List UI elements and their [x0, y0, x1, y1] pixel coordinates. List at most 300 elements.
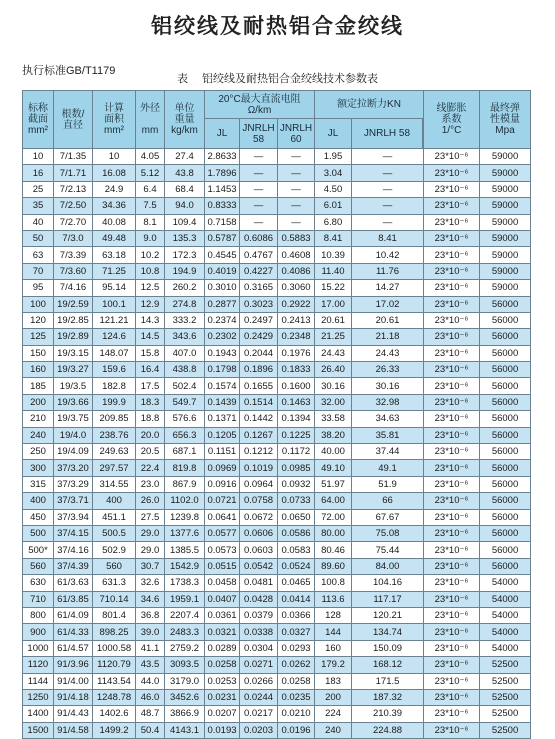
cell-unit-weight: 3866.9: [165, 706, 205, 722]
cell-break-jl: 33.58: [315, 411, 352, 427]
cell-strands-diameter: 61/3.85: [54, 591, 93, 607]
cell-break-jnrlh58: 37.44: [352, 444, 424, 460]
cell-break-jl: 89.60: [315, 558, 352, 574]
cell-break-jnrlh58: 120.21: [352, 607, 424, 623]
cell-res-jnrlh60: —: [278, 149, 315, 165]
cell-res-jnrlh60: 0.0586: [278, 525, 315, 541]
table-row: [23, 214, 531, 230]
cell-calc-area: 100.1: [93, 296, 136, 312]
cell-break-jnrlh58: 117.17: [352, 591, 424, 607]
cell-unit-weight: 194.9: [165, 263, 205, 279]
cell-modulus: 56000: [480, 411, 531, 427]
cell-unit-weight: 94.0: [165, 198, 205, 214]
cell-res-jnrlh58: 0.0244: [240, 689, 278, 705]
cell-calc-area: 49.48: [93, 230, 136, 246]
cell-res-jnrlh60: —: [278, 198, 315, 214]
cell-break-jnrlh58: 134.74: [352, 624, 424, 640]
cell-break-jnrlh58: 34.63: [352, 411, 424, 427]
cell-res-jnrlh58: 0.1514: [240, 394, 278, 410]
table-row: [23, 640, 531, 656]
cell-unit-weight: 2483.3: [165, 624, 205, 640]
cell-unit-weight: 502.4: [165, 378, 205, 394]
spec-table: [22, 90, 531, 739]
cell-res-jnrlh58: 0.2429: [240, 329, 278, 345]
cell-res-jnrlh60: 0.0235: [278, 689, 315, 705]
cell-break-jnrlh58: 32.98: [352, 394, 424, 410]
cell-nominal-section: 200: [23, 394, 54, 410]
cell-res-jnrlh60: 0.0414: [278, 591, 315, 607]
cell-break-jnrlh58: 10.42: [352, 247, 424, 263]
cell-unit-weight: 819.8: [165, 460, 205, 476]
table-row: [23, 444, 531, 460]
cell-calc-area: 1143.54: [93, 673, 136, 689]
cell-modulus: 52500: [480, 657, 531, 673]
table-row: [23, 280, 531, 296]
cell-calc-area: 249.63: [93, 444, 136, 460]
table-row: [23, 198, 531, 214]
cell-modulus: 56000: [480, 444, 531, 460]
cell-unit-weight: 172.3: [165, 247, 205, 263]
cell-calc-area: 95.14: [93, 280, 136, 296]
cell-calc-area: 451.1: [93, 509, 136, 525]
cell-nominal-section: 185: [23, 378, 54, 394]
cell-outer-diameter: 15.8: [136, 345, 165, 361]
cell-expansion: 23*10⁻⁶: [424, 706, 480, 722]
cell-strands-diameter: 91/4.00: [54, 673, 93, 689]
cell-outer-diameter: 48.7: [136, 706, 165, 722]
cell-break-jl: 1.95: [315, 149, 352, 165]
cell-expansion: 23*10⁻⁶: [424, 411, 480, 427]
cell-res-jnrlh60: 0.0196: [278, 722, 315, 738]
table-row: [23, 493, 531, 509]
cell-expansion: 23*10⁻⁶: [424, 198, 480, 214]
cell-res-jl: 0.0193: [205, 722, 240, 738]
cell-unit-weight: 109.4: [165, 214, 205, 230]
cell-nominal-section: 95: [23, 280, 54, 296]
cell-unit-weight: 407.0: [165, 345, 205, 361]
cell-res-jnrlh60: 0.1600: [278, 378, 315, 394]
cell-expansion: 23*10⁻⁶: [424, 607, 480, 623]
cell-expansion: 23*10⁻⁶: [424, 722, 480, 738]
cell-outer-diameter: 7.5: [136, 198, 165, 214]
cell-res-jl: 0.0573: [205, 542, 240, 558]
cell-outer-diameter: 8.1: [136, 214, 165, 230]
cell-nominal-section: 10: [23, 149, 54, 165]
cell-nominal-section: 400: [23, 493, 54, 509]
cell-expansion: 23*10⁻⁶: [424, 640, 480, 656]
cell-nominal-section: 315: [23, 476, 54, 492]
cell-calc-area: 24.9: [93, 181, 136, 197]
cell-break-jl: 179.2: [315, 657, 352, 673]
cell-res-jnrlh60: 0.0465: [278, 575, 315, 591]
cell-calc-area: 1120.79: [93, 657, 136, 673]
cell-res-jnrlh60: 0.1976: [278, 345, 315, 361]
header-modulus: 最终弹 性模量 Mpa: [480, 91, 531, 149]
cell-strands-diameter: 61/4.57: [54, 640, 93, 656]
cell-break-jnrlh58: 17.02: [352, 296, 424, 312]
table-row: [23, 624, 531, 640]
cell-break-jl: 32.00: [315, 394, 352, 410]
cell-break-jnrlh58: 51.9: [352, 476, 424, 492]
table-row: [23, 230, 531, 246]
cell-modulus: 56000: [480, 542, 531, 558]
cell-res-jnrlh60: 0.2413: [278, 312, 315, 328]
cell-calc-area: 238.76: [93, 427, 136, 443]
cell-unit-weight: 260.2: [165, 280, 205, 296]
cell-res-jnrlh60: 0.1172: [278, 444, 315, 460]
cell-strands-diameter: 91/4.18: [54, 689, 93, 705]
table-row: [23, 509, 531, 525]
cell-unit-weight: 2207.4: [165, 607, 205, 623]
cell-res-jnrlh60: 0.2922: [278, 296, 315, 312]
table-row: [23, 149, 531, 165]
cell-res-jnrlh58: 0.2497: [240, 312, 278, 328]
cell-break-jnrlh58: 26.33: [352, 362, 424, 378]
cell-break-jl: 20.61: [315, 312, 352, 328]
cell-res-jnrlh60: 0.0258: [278, 673, 315, 689]
cell-res-jnrlh60: 0.5883: [278, 230, 315, 246]
table-row: [23, 181, 531, 197]
cell-calc-area: 314.55: [93, 476, 136, 492]
caption-text: 铝绞线及耐热铝合金绞线技术参数表: [202, 73, 378, 85]
cell-expansion: 23*10⁻⁶: [424, 624, 480, 640]
cell-expansion: 23*10⁻⁶: [424, 296, 480, 312]
cell-nominal-section: 630: [23, 575, 54, 591]
cell-res-jnrlh58: 0.0606: [240, 525, 278, 541]
cell-outer-diameter: 5.12: [136, 165, 165, 181]
table-row: [23, 165, 531, 181]
cell-res-jnrlh58: 0.2044: [240, 345, 278, 361]
table-row: [23, 525, 531, 541]
cell-res-jnrlh60: 0.0327: [278, 624, 315, 640]
cell-strands-diameter: 19/4.0: [54, 427, 93, 443]
cell-expansion: 23*10⁻⁶: [424, 280, 480, 296]
table-row: [23, 362, 531, 378]
cell-nominal-section: 1120: [23, 657, 54, 673]
cell-strands-diameter: 19/3.27: [54, 362, 93, 378]
cell-expansion: 23*10⁻⁶: [424, 345, 480, 361]
cell-calc-area: 121.21: [93, 312, 136, 328]
header-break-jnrlh60: [423, 119, 424, 149]
cell-outer-diameter: 12.9: [136, 296, 165, 312]
cell-calc-area: 710.14: [93, 591, 136, 607]
cell-outer-diameter: 32.6: [136, 575, 165, 591]
cell-break-jnrlh58: —: [352, 181, 424, 197]
table-row: [23, 575, 531, 591]
cell-strands-diameter: 37/3.71: [54, 493, 93, 509]
cell-expansion: 23*10⁻⁶: [424, 476, 480, 492]
cell-break-jl: 51.97: [315, 476, 352, 492]
cell-res-jnrlh58: 0.4767: [240, 247, 278, 263]
cell-strands-diameter: 61/4.33: [54, 624, 93, 640]
cell-res-jl: 1.7896: [205, 165, 240, 181]
cell-res-jnrlh60: 0.1833: [278, 362, 315, 378]
cell-modulus: 56000: [480, 460, 531, 476]
cell-break-jl: 113.6: [315, 591, 352, 607]
cell-break-jnrlh58: 224.88: [352, 722, 424, 738]
cell-strands-diameter: 7/1.35: [54, 149, 93, 165]
cell-unit-weight: 1959.1: [165, 591, 205, 607]
cell-calc-area: 199.9: [93, 394, 136, 410]
cell-strands-diameter: 37/4.39: [54, 558, 93, 574]
cell-strands-diameter: 37/3.20: [54, 460, 93, 476]
cell-calc-area: 124.6: [93, 329, 136, 345]
cell-res-jl: 0.0289: [205, 640, 240, 656]
cell-outer-diameter: 4.05: [136, 149, 165, 165]
cell-expansion: 23*10⁻⁶: [424, 591, 480, 607]
cell-modulus: 59000: [480, 280, 531, 296]
cell-modulus: 56000: [480, 345, 531, 361]
cell-expansion: 23*10⁻⁶: [424, 673, 480, 689]
cell-unit-weight: 656.3: [165, 427, 205, 443]
cell-break-jl: 30.16: [315, 378, 352, 394]
cell-res-jl: 0.0258: [205, 657, 240, 673]
cell-nominal-section: 1500: [23, 722, 54, 738]
cell-expansion: 23*10⁻⁶: [424, 509, 480, 525]
cell-expansion: 23*10⁻⁶: [424, 362, 480, 378]
cell-break-jl: 183: [315, 673, 352, 689]
cell-strands-diameter: 19/3.75: [54, 411, 93, 427]
cell-strands-diameter: 19/3.15: [54, 345, 93, 361]
cell-nominal-section: 50: [23, 230, 54, 246]
cell-res-jnrlh58: —: [240, 198, 278, 214]
cell-strands-diameter: 19/3.5: [54, 378, 93, 394]
cell-break-jl: 8.41: [315, 230, 352, 246]
cell-break-jnrlh58: 84.00: [352, 558, 424, 574]
cell-outer-diameter: 50.4: [136, 722, 165, 738]
cell-nominal-section: 16: [23, 165, 54, 181]
cell-res-jl: 0.0721: [205, 493, 240, 509]
cell-calc-area: 1000.58: [93, 640, 136, 656]
cell-nominal-section: 63: [23, 247, 54, 263]
cell-expansion: 23*10⁻⁶: [424, 214, 480, 230]
cell-res-jl: 0.1574: [205, 378, 240, 394]
cell-unit-weight: 4143.1: [165, 722, 205, 738]
cell-modulus: 59000: [480, 198, 531, 214]
cell-res-jnrlh58: 0.6086: [240, 230, 278, 246]
cell-unit-weight: 135.3: [165, 230, 205, 246]
cell-res-jnrlh58: 0.0379: [240, 607, 278, 623]
cell-res-jnrlh58: 0.1212: [240, 444, 278, 460]
table-row: [23, 329, 531, 345]
cell-strands-diameter: 61/4.09: [54, 607, 93, 623]
table-body: [23, 149, 531, 739]
cell-break-jl: 15.22: [315, 280, 352, 296]
table-row: [23, 247, 531, 263]
cell-res-jl: 0.0407: [205, 591, 240, 607]
cell-modulus: 56000: [480, 378, 531, 394]
cell-break-jl: 240: [315, 722, 352, 738]
cell-res-jl: 0.5787: [205, 230, 240, 246]
header-outer-diameter: 外径 mm: [136, 91, 165, 149]
cell-nominal-section: 120: [23, 312, 54, 328]
cell-res-jnrlh58: 0.0304: [240, 640, 278, 656]
cell-res-jnrlh58: 0.0758: [240, 493, 278, 509]
cell-res-jnrlh58: 0.0603: [240, 542, 278, 558]
cell-nominal-section: 500: [23, 525, 54, 541]
cell-expansion: 23*10⁻⁶: [424, 263, 480, 279]
cell-outer-diameter: 34.6: [136, 591, 165, 607]
cell-res-jl: 0.4545: [205, 247, 240, 263]
cell-expansion: 23*10⁻⁶: [424, 394, 480, 410]
cell-strands-diameter: 19/4.09: [54, 444, 93, 460]
cell-res-jnrlh60: 0.4608: [278, 247, 315, 263]
cell-nominal-section: 250: [23, 444, 54, 460]
cell-break-jnrlh58: —: [352, 149, 424, 165]
cell-break-jl: 144: [315, 624, 352, 640]
cell-break-jnrlh58: —: [352, 214, 424, 230]
cell-break-jl: 17.00: [315, 296, 352, 312]
cell-nominal-section: 70: [23, 263, 54, 279]
cell-expansion: 23*10⁻⁶: [424, 247, 480, 263]
cell-modulus: 56000: [480, 476, 531, 492]
cell-outer-diameter: 36.8: [136, 607, 165, 623]
cell-strands-diameter: 37/4.16: [54, 542, 93, 558]
cell-modulus: 52500: [480, 706, 531, 722]
cell-expansion: 23*10⁻⁶: [424, 575, 480, 591]
cell-strands-diameter: 37/3.94: [54, 509, 93, 525]
cell-break-jnrlh58: 21.18: [352, 329, 424, 345]
cell-res-jnrlh60: 0.0262: [278, 657, 315, 673]
cell-unit-weight: 576.6: [165, 411, 205, 427]
cell-outer-diameter: 17.5: [136, 378, 165, 394]
cell-expansion: 23*10⁻⁶: [424, 378, 480, 394]
cell-modulus: 54000: [480, 591, 531, 607]
table-row: [23, 263, 531, 279]
cell-calc-area: 560: [93, 558, 136, 574]
cell-res-jnrlh58: 0.1267: [240, 427, 278, 443]
cell-res-jl: 0.2302: [205, 329, 240, 345]
cell-break-jnrlh58: 11.76: [352, 263, 424, 279]
cell-outer-diameter: 18.3: [136, 394, 165, 410]
cell-break-jnrlh58: 20.61: [352, 312, 424, 328]
cell-res-jnrlh58: 0.4227: [240, 263, 278, 279]
cell-break-jnrlh58: 210.39: [352, 706, 424, 722]
cell-unit-weight: 438.8: [165, 362, 205, 378]
cell-strands-diameter: 7/2.50: [54, 198, 93, 214]
cell-unit-weight: 1542.9: [165, 558, 205, 574]
cell-outer-diameter: 46.0: [136, 689, 165, 705]
cell-res-jl: 0.0231: [205, 689, 240, 705]
cell-break-jnrlh58: —: [352, 165, 424, 181]
table-row: [23, 722, 531, 738]
cell-res-jnrlh58: 0.0542: [240, 558, 278, 574]
cell-break-jnrlh58: 104.16: [352, 575, 424, 591]
cell-modulus: 56000: [480, 493, 531, 509]
cell-strands-diameter: 19/2.59: [54, 296, 93, 312]
cell-break-jnrlh58: 14.27: [352, 280, 424, 296]
cell-outer-diameter: 20.0: [136, 427, 165, 443]
cell-calc-area: 63.18: [93, 247, 136, 263]
cell-calc-area: 16.08: [93, 165, 136, 181]
cell-res-jnrlh60: 0.0210: [278, 706, 315, 722]
cell-break-jnrlh58: 75.08: [352, 525, 424, 541]
cell-unit-weight: 27.4: [165, 149, 205, 165]
cell-res-jnrlh60: 0.1394: [278, 411, 315, 427]
header-res-jnrlh60: JNRLH 60: [278, 119, 315, 149]
table-row: [23, 296, 531, 312]
cell-break-jnrlh58: 168.12: [352, 657, 424, 673]
cell-unit-weight: 333.2: [165, 312, 205, 328]
cell-outer-diameter: 16.4: [136, 362, 165, 378]
header-strands-diameter: 根数/ 直径: [54, 91, 93, 149]
cell-nominal-section: 560: [23, 558, 54, 574]
cell-expansion: 23*10⁻⁶: [424, 689, 480, 705]
cell-res-jnrlh58: 0.0672: [240, 509, 278, 525]
cell-break-jnrlh58: 24.43: [352, 345, 424, 361]
cell-break-jnrlh58: 49.1: [352, 460, 424, 476]
cell-nominal-section: 710: [23, 591, 54, 607]
cell-outer-diameter: 10.2: [136, 247, 165, 263]
cell-nominal-section: 240: [23, 427, 54, 443]
cell-res-jnrlh60: 0.0583: [278, 542, 315, 558]
cell-nominal-section: 40: [23, 214, 54, 230]
cell-res-jnrlh60: —: [278, 181, 315, 197]
cell-res-jl: 0.0321: [205, 624, 240, 640]
cell-nominal-section: 150: [23, 345, 54, 361]
table-row: [23, 476, 531, 492]
cell-break-jl: 72.00: [315, 509, 352, 525]
table-row: [23, 345, 531, 361]
cell-res-jnrlh60: 0.0932: [278, 476, 315, 492]
cell-modulus: 59000: [480, 247, 531, 263]
cell-res-jl: 0.1151: [205, 444, 240, 460]
cell-unit-weight: 549.7: [165, 394, 205, 410]
page-title: 铝绞线及耐热铝合金绞线: [151, 15, 404, 38]
cell-break-jl: 40.00: [315, 444, 352, 460]
cell-modulus: 52500: [480, 722, 531, 738]
cell-calc-area: 898.25: [93, 624, 136, 640]
cell-modulus: 54000: [480, 624, 531, 640]
cell-outer-diameter: 29.0: [136, 525, 165, 541]
header-break-jnrlh58: JNRLH 58: [352, 119, 423, 149]
cell-calc-area: 1499.2: [93, 722, 136, 738]
table-row: [23, 657, 531, 673]
cell-calc-area: 500.5: [93, 525, 136, 541]
header-res-jl: JL: [205, 119, 240, 149]
table-row: [23, 607, 531, 623]
cell-unit-weight: 2759.2: [165, 640, 205, 656]
table-row: [23, 591, 531, 607]
header-nominal-section: 标称 截面 mm²: [23, 91, 54, 149]
cell-break-jnrlh58: 66: [352, 493, 424, 509]
cell-calc-area: 1248.78: [93, 689, 136, 705]
cell-res-jl: 0.2374: [205, 312, 240, 328]
cell-res-jnrlh58: 0.3165: [240, 280, 278, 296]
cell-unit-weight: 687.1: [165, 444, 205, 460]
cell-break-jl: 21.25: [315, 329, 352, 345]
cell-res-jnrlh60: 0.0985: [278, 460, 315, 476]
table-row: [23, 312, 531, 328]
cell-break-jl: 80.00: [315, 525, 352, 541]
cell-calc-area: 1402.6: [93, 706, 136, 722]
cell-expansion: 23*10⁻⁶: [424, 427, 480, 443]
header-break-jl: JL: [315, 119, 352, 149]
cell-strands-diameter: 7/3.39: [54, 247, 93, 263]
cell-outer-diameter: 22.4: [136, 460, 165, 476]
cell-res-jl: 0.4019: [205, 263, 240, 279]
cell-res-jnrlh58: 0.0481: [240, 575, 278, 591]
cell-outer-diameter: 20.5: [136, 444, 165, 460]
cell-break-jnrlh58: 30.16: [352, 378, 424, 394]
cell-strands-diameter: 37/3.29: [54, 476, 93, 492]
cell-res-jl: 0.1371: [205, 411, 240, 427]
cell-strands-diameter: 7/4.16: [54, 280, 93, 296]
cell-outer-diameter: 14.3: [136, 312, 165, 328]
cell-unit-weight: 343.6: [165, 329, 205, 345]
cell-res-jnrlh60: —: [278, 165, 315, 181]
cell-unit-weight: 867.9: [165, 476, 205, 492]
